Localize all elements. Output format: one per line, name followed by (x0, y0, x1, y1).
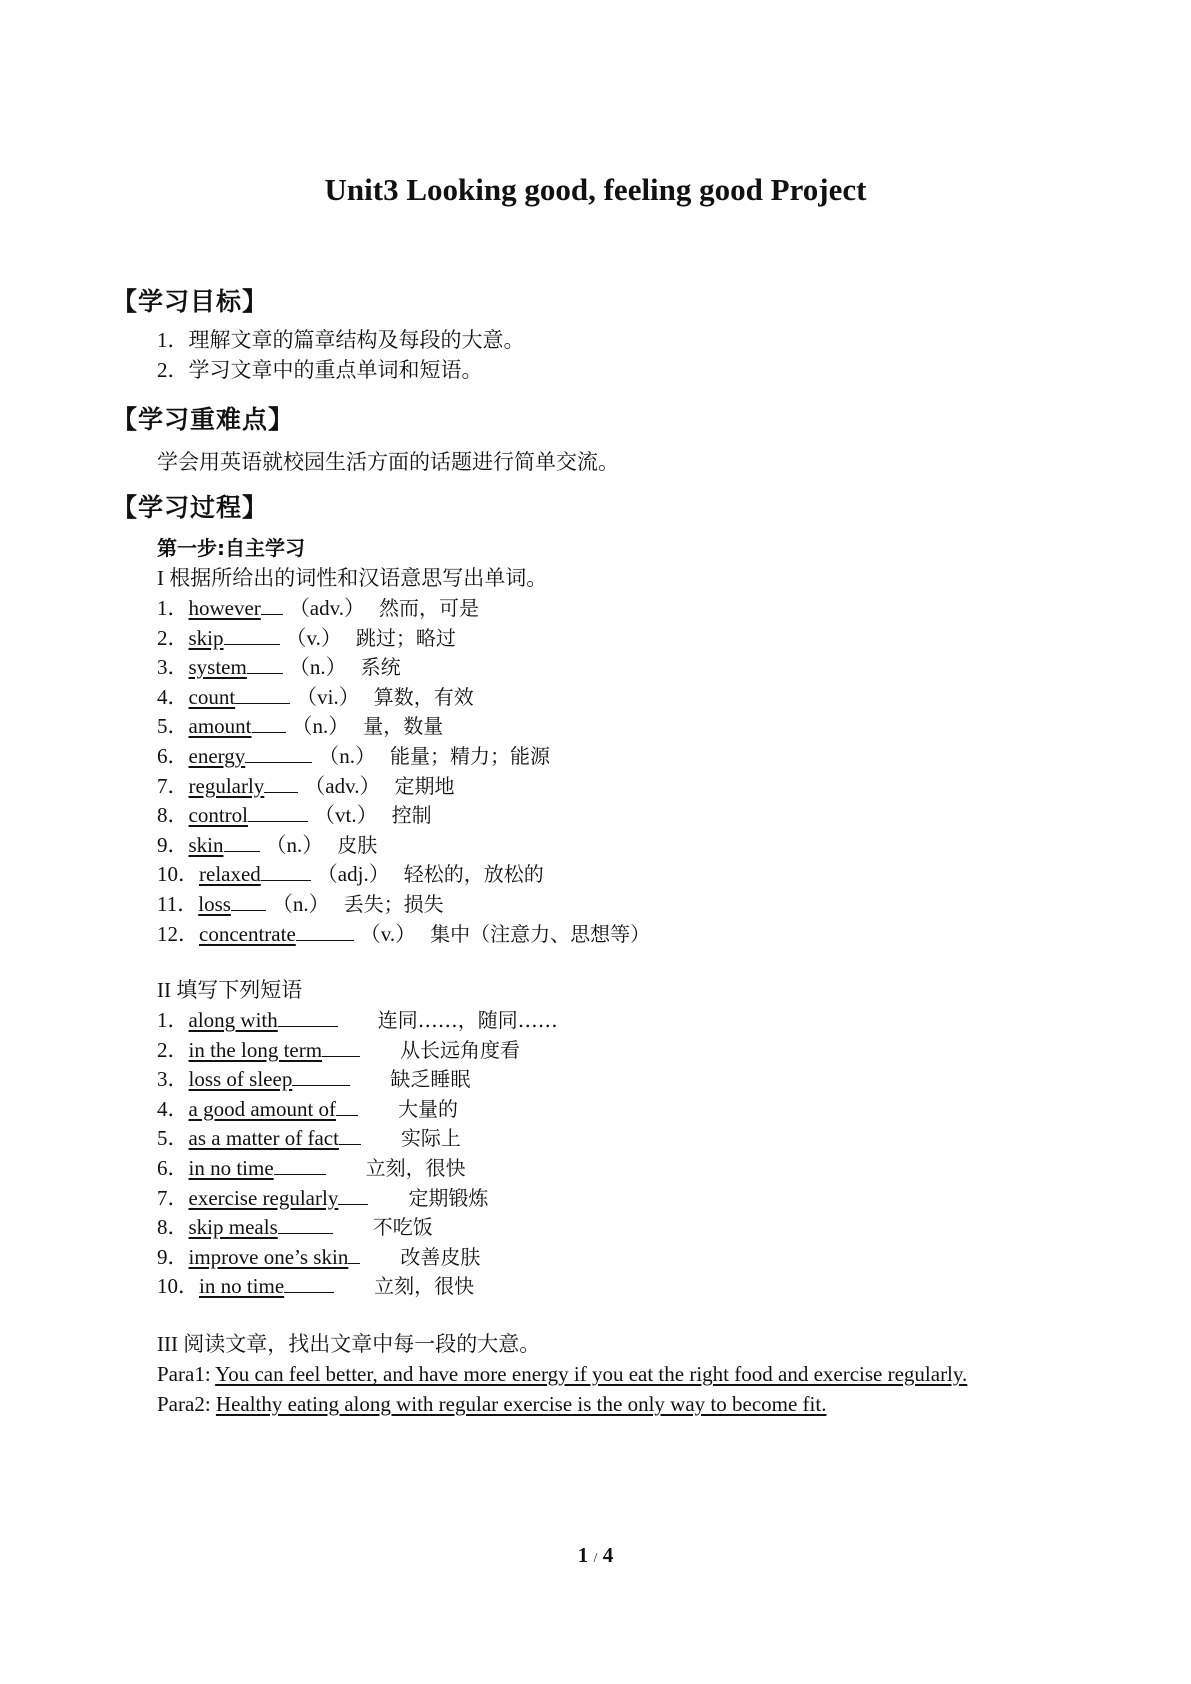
vocab-part-of-speech: （vi.） (296, 684, 360, 709)
phrase-answer: a good amount of (188, 1096, 337, 1121)
vocab-part-of-speech: （vt.） (313, 803, 378, 828)
phrase-meaning: 实际上 (400, 1126, 461, 1151)
phrase-number: 4． (157, 1096, 189, 1121)
phrase-item (157, 1124, 461, 1152)
phrase-item (157, 1272, 474, 1300)
answer-blank (248, 801, 308, 822)
vocab-number: 10． (157, 862, 199, 887)
vocab-number: 8． (157, 803, 189, 828)
vocab-item (157, 920, 650, 948)
vocab-meaning: 轻松的，放松的 (403, 862, 544, 887)
page-total: 4 (602, 1543, 614, 1567)
vocab-answer: however (188, 596, 261, 620)
phrase-answer: as a matter of fact (188, 1126, 339, 1151)
vocab-meaning: 定期地 (394, 773, 455, 798)
phrase-meaning: 不吃饭 (372, 1215, 433, 1240)
answer-blank (261, 860, 311, 881)
phrase-number: 1． (157, 1008, 189, 1032)
process-heading: 【学习过程】 (112, 493, 269, 522)
para-main-idea (157, 1360, 967, 1388)
answer-blank (247, 653, 283, 674)
answer-blank (245, 742, 312, 763)
vocab-part-of-speech: （n.） (291, 714, 350, 739)
vocab-number: 11． (157, 892, 199, 916)
phrase-answer: in no time (188, 1156, 274, 1180)
phrase-item (157, 1036, 520, 1064)
vocab-part-of-speech: （n.） (318, 744, 377, 768)
document-title: Unit3 Looking good, feeling good Project (324, 172, 867, 207)
answer-blank (278, 1213, 333, 1234)
answer-blank (292, 1065, 350, 1086)
vocab-part-of-speech: （v.） (359, 921, 417, 946)
phrase-meaning: 从长远角度看 (400, 1037, 521, 1062)
phrase-item (157, 1213, 433, 1241)
para-main-idea (157, 1390, 826, 1418)
phrase-answer: skip meals (188, 1215, 278, 1240)
vocab-number: 9． (157, 832, 189, 857)
answer-blank (322, 1036, 360, 1057)
difficulties-heading: 【学习重难点】 (112, 405, 295, 434)
phrase-number: 2． (157, 1037, 189, 1062)
vocab-number: 2． (157, 625, 189, 650)
phrase-number: 8． (157, 1215, 189, 1240)
vocab-number: 1． (157, 596, 189, 620)
answer-blank (278, 1006, 338, 1027)
phrase-item (157, 1184, 488, 1212)
vocab-meaning: 跳过；略过 (355, 625, 456, 650)
vocab-answer: count (188, 684, 236, 709)
phrase-number: 3． (157, 1067, 189, 1092)
phrase-meaning: 立刻，很快 (365, 1156, 466, 1180)
vocab-item (157, 712, 443, 740)
phrase-meaning: 大量的 (398, 1096, 459, 1121)
vocab-item (157, 683, 474, 711)
objective-item-2: 2．学习文章中的重点单词和短语。 (157, 358, 483, 382)
part1-instruction: I 根据所给出的词性和汉语意思写出单词。 (157, 566, 548, 590)
page-separator: / (593, 1551, 598, 1566)
phrase-meaning: 连同……，随同…… (377, 1008, 558, 1032)
vocab-item (157, 594, 479, 622)
vocab-meaning: 丢失；损失 (343, 892, 444, 916)
vocab-item (157, 624, 456, 652)
answer-blank (231, 890, 266, 911)
phrase-item (157, 1095, 458, 1123)
phrase-answer: in the long term (188, 1037, 323, 1062)
phrase-item (157, 1154, 466, 1182)
answer-blank (252, 712, 286, 733)
answer-blank (264, 772, 298, 793)
phrase-answer: in no time (199, 1274, 285, 1299)
vocab-item (157, 801, 432, 829)
part3-instruction: III 阅读文章，找出文章中每一段的大意。 (157, 1332, 541, 1356)
phrase-answer: along with (188, 1008, 278, 1032)
vocab-item (157, 772, 455, 800)
vocab-answer: amount (188, 714, 252, 739)
answer-blank (284, 1272, 334, 1293)
vocab-item (157, 890, 444, 918)
phrase-number: 5． (157, 1126, 189, 1151)
vocab-answer: skin (188, 832, 224, 857)
part2-instruction: II 填写下列短语 (157, 978, 303, 1002)
vocab-item (157, 653, 401, 681)
vocab-part-of-speech: （n.） (271, 892, 330, 916)
vocab-item (157, 742, 550, 770)
answer-blank (339, 1124, 361, 1145)
phrase-item (157, 1243, 480, 1271)
phrase-answer: exercise regularly (188, 1185, 339, 1210)
vocab-answer: loss (198, 892, 231, 916)
answer-blank (348, 1243, 360, 1264)
vocab-number: 3． (157, 655, 189, 680)
vocab-answer: skip (188, 625, 224, 650)
objective-item-1: 1．理解文章的篇章结构及每段的大意。 (157, 328, 525, 352)
objectives-heading: 【学习目标】 (112, 287, 269, 316)
phrase-answer: improve one’s skin (188, 1244, 349, 1269)
answer-blank (261, 594, 283, 615)
phrase-number: 9． (157, 1244, 189, 1269)
phrase-meaning: 立刻，很快 (374, 1274, 475, 1299)
answer-blank (235, 683, 290, 704)
answer-blank (296, 920, 354, 941)
answer-blank (274, 1154, 326, 1175)
para-label: Para2: (157, 1392, 216, 1416)
vocab-item (157, 831, 377, 859)
vocab-number: 7． (157, 773, 189, 798)
vocab-answer: concentrate (199, 921, 296, 946)
phrase-number: 10． (157, 1274, 199, 1299)
vocab-part-of-speech: （adv.） (304, 773, 381, 798)
phrase-item (157, 1065, 470, 1093)
vocab-meaning: 量，数量 (363, 714, 444, 739)
vocab-meaning: 控制 (391, 803, 432, 828)
difficulties-text: 学会用英语就校园生活方面的话题进行简单交流。 (157, 450, 619, 474)
phrase-answer: loss of sleep (188, 1067, 293, 1092)
answer-blank (338, 1184, 368, 1205)
vocab-part-of-speech: （adj.） (316, 862, 390, 887)
vocab-meaning: 能量；精力；能源 (390, 744, 551, 768)
para-answer: You can feel better, and have more energy if you eat the right food and exercise regularly. (215, 1362, 968, 1386)
phrase-meaning: 定期锻炼 (408, 1185, 489, 1210)
vocab-answer: control (188, 803, 248, 828)
vocab-meaning: 集中（注意力、思想等） (430, 921, 651, 946)
vocab-answer: regularly (188, 773, 265, 798)
vocab-answer: relaxed (199, 862, 261, 887)
answer-blank (224, 624, 280, 645)
answer-blank (224, 831, 260, 852)
phrase-item (157, 1006, 558, 1034)
para-answer: Healthy eating along with regular exercise is the only way to become fit. (215, 1392, 827, 1416)
vocab-answer: system (188, 655, 247, 680)
phrase-meaning: 改善皮肤 (400, 1244, 481, 1269)
vocab-number: 12． (157, 921, 199, 946)
vocab-part-of-speech: （v.） (285, 625, 342, 650)
answer-blank (336, 1095, 358, 1116)
vocab-meaning: 系统 (360, 655, 401, 680)
page-footer (0, 1543, 1191, 1568)
vocab-part-of-speech: （adv.） (288, 596, 366, 620)
vocab-meaning: 算数，有效 (373, 684, 474, 709)
vocab-part-of-speech: （n.） (288, 655, 347, 680)
vocab-part-of-speech: （n.） (265, 832, 324, 857)
vocab-number: 4． (157, 684, 189, 709)
step1-heading: 第一步:自主学习 (157, 536, 305, 560)
vocab-number: 6． (157, 744, 189, 768)
vocab-meaning: 皮肤 (337, 832, 378, 857)
vocab-number: 5． (157, 714, 189, 739)
phrase-number: 7． (157, 1185, 189, 1210)
vocab-item (157, 860, 544, 888)
page-number: 1 (577, 1543, 589, 1567)
para-label: Para1: (157, 1362, 216, 1386)
phrase-number: 6． (157, 1156, 189, 1180)
vocab-meaning: 然而，可是 (379, 596, 480, 620)
vocab-answer: energy (188, 744, 246, 768)
phrase-meaning: 缺乏睡眠 (390, 1067, 471, 1092)
